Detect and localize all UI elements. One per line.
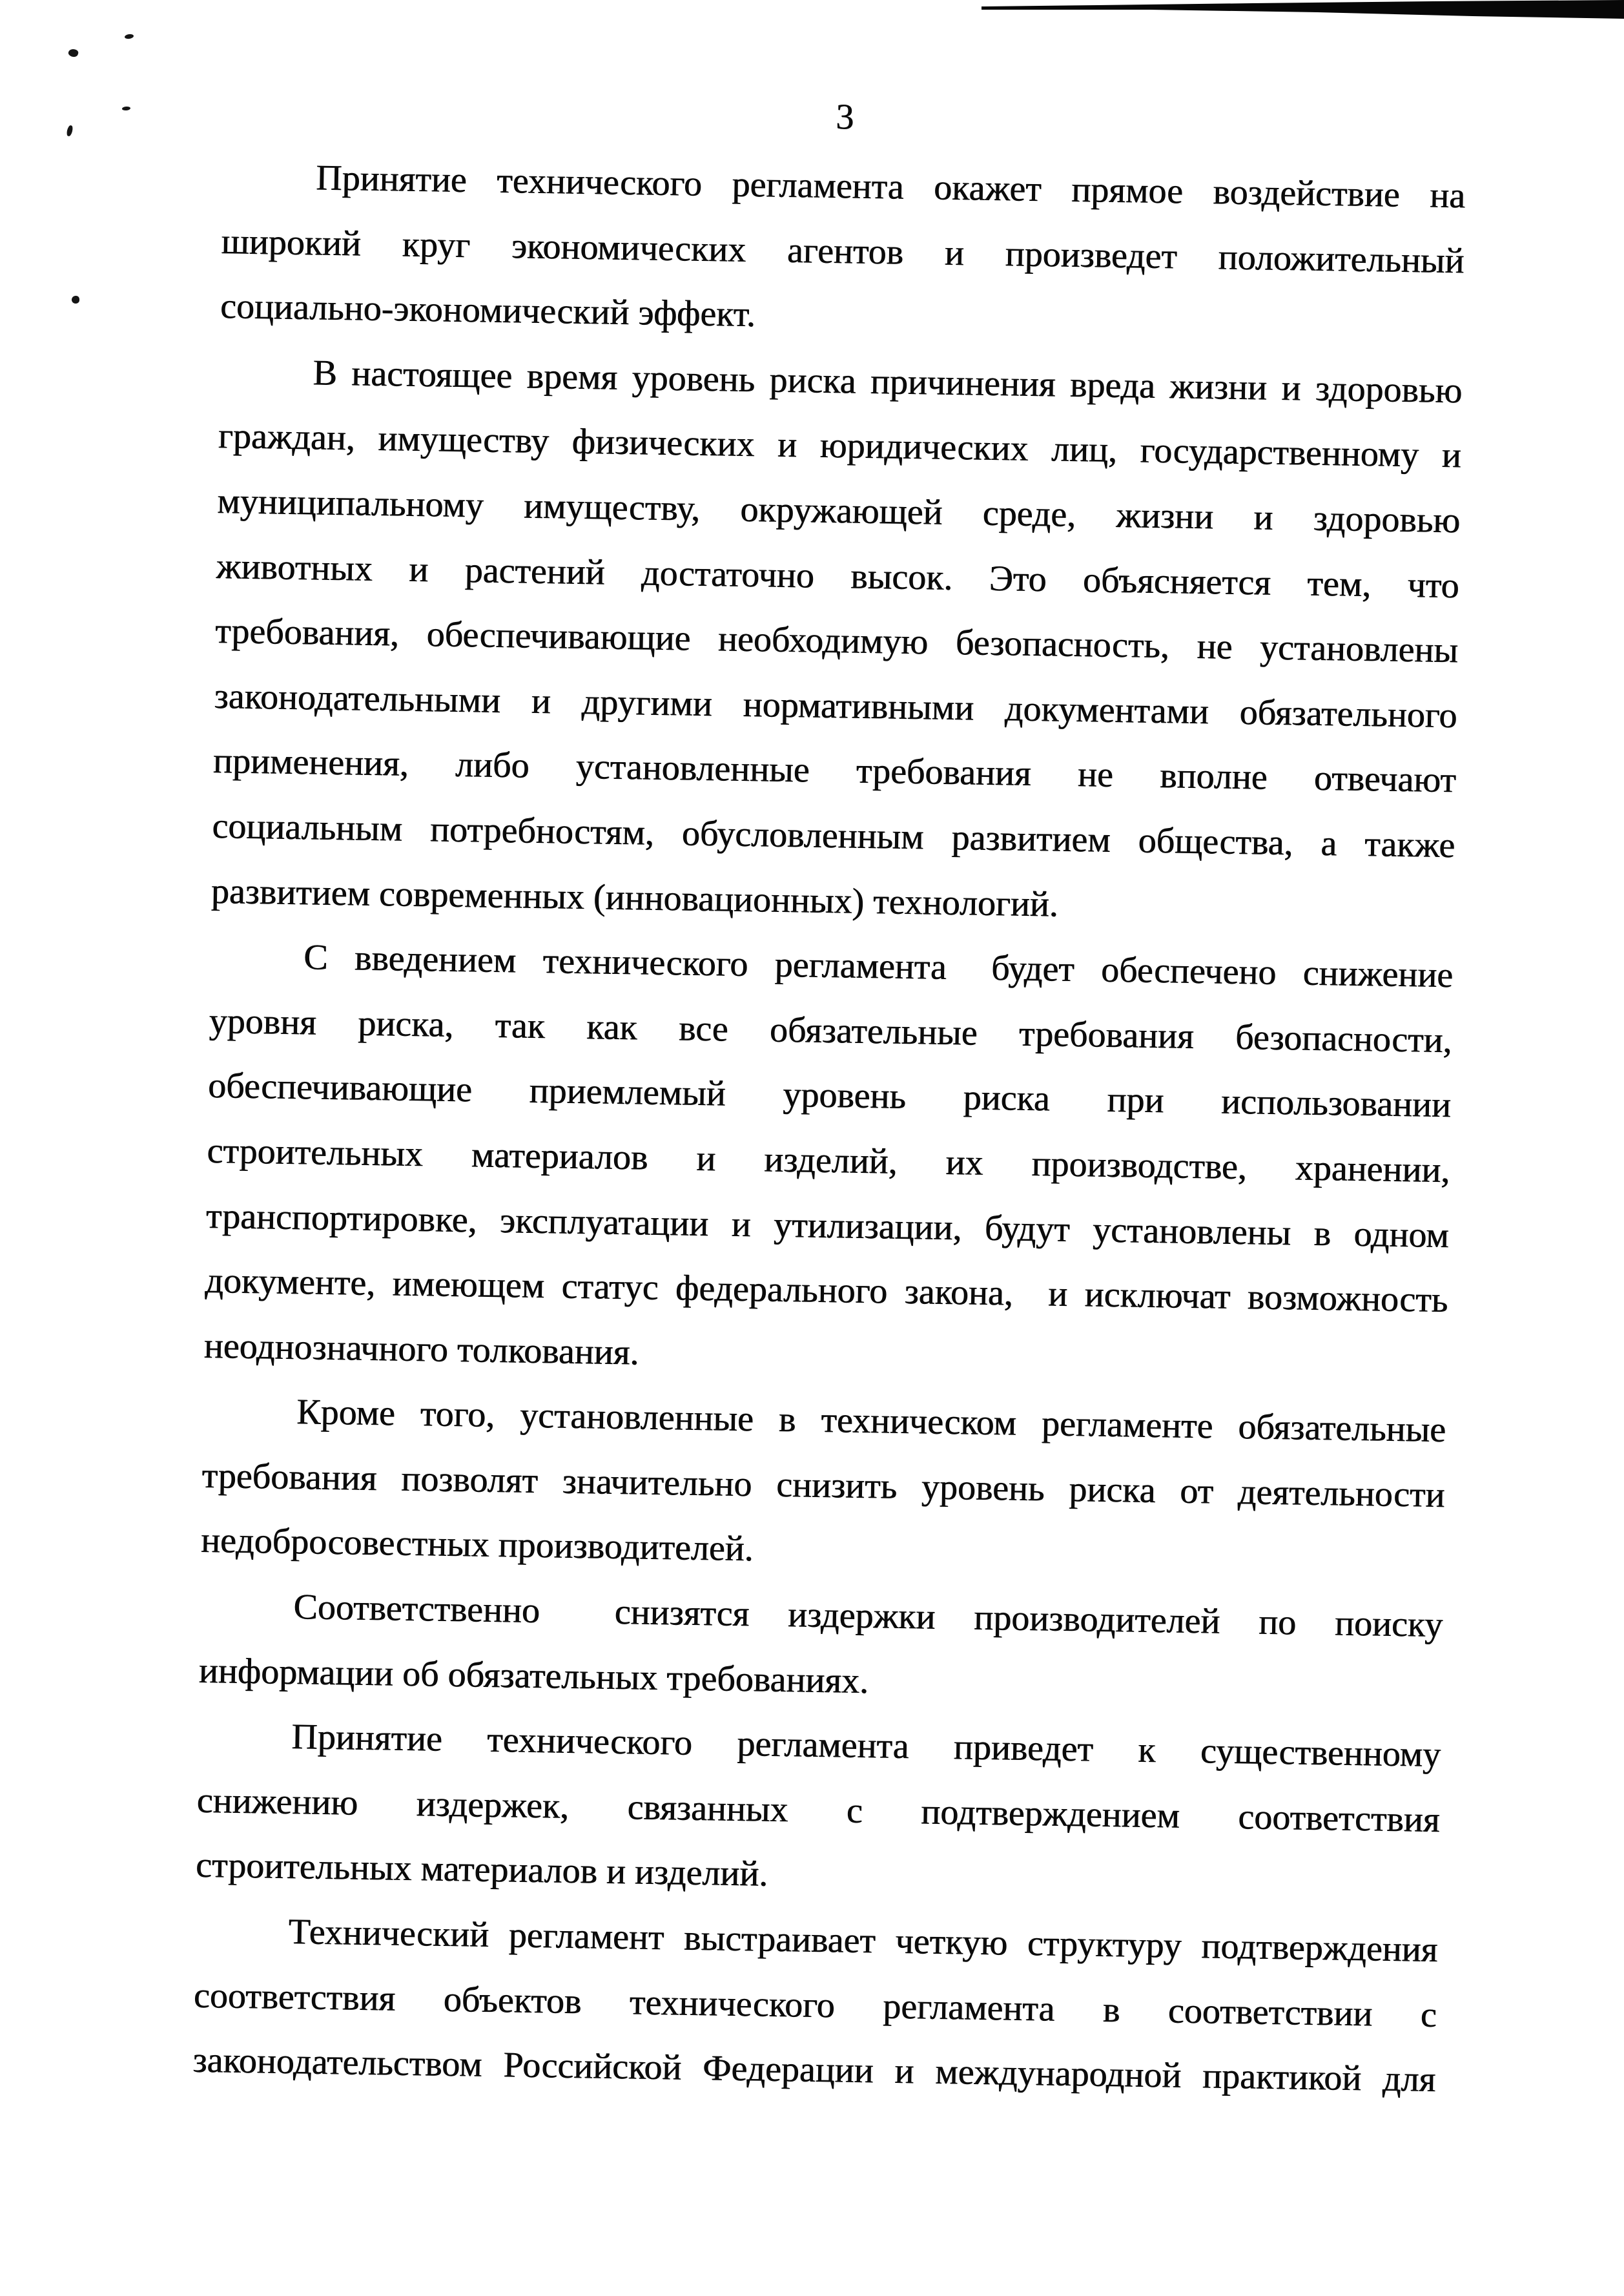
text-line: муниципальному имуществу, окружающей среде, жизни и здоровью xyxy=(216,481,1461,541)
text-line: животных и растений достаточно высок. Это объясняется тем, что xyxy=(216,546,1459,606)
text-line: В настоящее время уровень риска причинения вреда жизни и здоровью xyxy=(312,353,1463,411)
text-line: строительных материалов и изделий. xyxy=(195,1845,768,1895)
text-line: уровня риска, так как все обязательные требования безопасности, xyxy=(209,1000,1452,1060)
text-line: социально-экономический эффект. xyxy=(220,286,756,335)
page-number: 3 xyxy=(835,96,854,138)
text-line: широкий круг экономических агентов и произведет положительный xyxy=(221,221,1465,281)
text-line: Принятие технического регламента приведет к существенному xyxy=(291,1717,1441,1775)
text-line: соответствия объектов технического регламента в соответствии с xyxy=(193,1975,1437,2035)
text-line: транспортировке, эксплуатации и утилизации, будут установлены в одном xyxy=(205,1195,1450,1256)
text-line: граждан, имуществу физических и юридических лиц, государственному и xyxy=(218,416,1462,476)
text-line: развитием современных (инновационных) технологий. xyxy=(211,871,1059,924)
text-line: законодательством Российской Федерации и международной практикой для xyxy=(192,2040,1436,2100)
text-block xyxy=(192,144,1466,2113)
text-line: строительных материалов и изделий, их производстве, хранении, xyxy=(206,1130,1450,1190)
text-line: применения, либо установленные требования не вполне отвечают xyxy=(212,741,1457,801)
text-line: Кроме того, установленные в техническом регламенте обязательные xyxy=(296,1392,1446,1451)
text-line: снижению издержек, связанных с подтверждением соответствия xyxy=(196,1780,1440,1840)
text-line: требования, обеспечивающие необходимую безопасность, не установлены xyxy=(214,611,1459,671)
text-line: законодательными и другими нормативными документами обязательного xyxy=(214,676,1457,736)
text-line: Соответственно снизятся издержки производителей по поиску xyxy=(293,1587,1443,1646)
text-line: информации об обязательных требованиях. xyxy=(198,1650,869,1701)
text-line: С введением технического регламента будет обеспечено снижение xyxy=(303,937,1454,996)
text-line: социальным потребностям, обусловленным развитием общества, а также xyxy=(211,805,1455,866)
text-line: Технический регламент выстраивает четкую структуру подтверждения xyxy=(288,1911,1438,1970)
text-line: документе, имеющем статус федерального закона, и исключат возможность xyxy=(204,1260,1448,1321)
text-line: обеспечивающие приемлемый уровень риска при использовании xyxy=(207,1066,1452,1126)
text-line: неоднозначного толкования. xyxy=(203,1325,639,1373)
text-line: недобросовестных производителей. xyxy=(200,1520,754,1569)
text-line: требования позволят значительно снизить уровень риска от деятельности xyxy=(201,1455,1445,1515)
text-line: Принятие технического регламента окажет прямое воздействие на xyxy=(315,158,1466,216)
